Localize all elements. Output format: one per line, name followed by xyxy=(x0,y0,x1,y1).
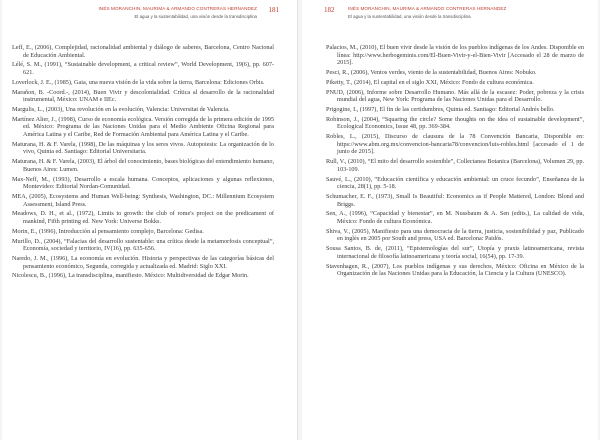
header-text-block xyxy=(99,6,257,19)
reference-entry: Margulis, L., (2003), Una revolución en la evolución, Valencia: Universitat de Valencia. xyxy=(12,106,230,114)
header-title: El agua y la sustentabilidad, una visión desde la transdisciplina xyxy=(134,14,257,19)
header-authors: INÉS MORANCHIN, MAURIMA & ARMANDO CONTRERAS HERNANDEZ xyxy=(98,6,257,11)
page-number: 181 xyxy=(268,6,279,14)
header-authors: INÉS MORANCHIN, MAURIMA & ARMANDO CONTRERAS HERNANDEZ xyxy=(348,6,507,11)
reference-entry: Sousa Santos, B. de, (2011), “Epistemologías del sur”, Utopía y praxis latinoamericana, revista internacional de filosofía latinoamericana y teoría social, 16(54), pp. 17-39. xyxy=(326,245,584,260)
reference-entry: Schumacher, E. F., (1973), Small Is Beautiful: Economics as if People Mattered, London: Blond and Briggs. xyxy=(326,193,584,208)
page-number: 182 xyxy=(324,6,335,14)
reference-entry: PNUD, (2006), Informe sobre Desarrollo Humano. Más allá de la escasez: Poder, pobreza y la crisis mundial del agua, New York: Programa de las Naciones Unidas para el Desarrollo. xyxy=(326,88,584,104)
reference-entry: Maturana, H. & F. Varela, (2003), El árbol del conocimiento, bases biológicas del entendimiento humano, Buenos Aires: Lumen. xyxy=(12,158,274,173)
references-list xyxy=(326,44,584,280)
reference-entry: Meadows, D. H., et al., (1972), Limits to growth: the club of rome's project on the predicament of mankind, Fifth printing ed. New York: Universe Bokks. xyxy=(12,210,274,225)
reference-entry: Palacios, M., (2010), El buen vivir desde la visión de los pueblos indígenas de los Andes. Disponible en línea: http://www.herbogeminis.com/El-Buen-Vivir-y-el-Bien-Vivir [Accesado el 28 de marzo de 2015]. xyxy=(326,44,584,66)
reference-entry: Maraňon, B. -Coord.-, (2014), Buen Vivir y descolonialidad. Crítica al desarrollo de la racionalidad instrumental, México: UNAM e IIEc. xyxy=(12,88,274,104)
reference-entry: Loverlock, J. E., (1985), Gaia, una nueva visión de la vida sobre la tierra, Barcelona: Ediciones Orbis. xyxy=(12,78,265,86)
references-list xyxy=(12,44,274,282)
reference-entry: Naredo, J. M., (1996), La economía en evolución. Historia y perspectivas de las categorías básicas del pensamiento económico, Segunda, corregida y actualizada ed. Madrid: Siglo XXI. xyxy=(12,255,274,270)
reference-entry: Robinson, J., (2004), “Squaring the circle? Some thoughts on the idea of sustainable development”, Ecological Economics, Issue 48, pp. 369-384. xyxy=(326,115,584,131)
reference-entry: Leff, E., (2006), Complejidad, racionalidad ambiental y diálogo de saberes, Barcelona, Centro Nacional de Educación Ambiental. xyxy=(12,44,274,59)
reference-entry: Robles, L., (2015), Discurso de clausura de la 78 Convención Bancaria, Disponible en: https://www.abm.org.mx/convencion-bancaria78/convencion/luis-robles.html [accesado el 1 de junio de 2015]. xyxy=(326,133,584,156)
reference-entry: Max-Neff, M., (1993), Desarrollo a escala humana. Conceptos, aplicaciones y algunas reflexiones, Montevideo: Editorial Nordan-Comunidad. xyxy=(12,175,274,191)
left-page xyxy=(2,0,298,440)
running-header-right xyxy=(302,6,598,32)
running-header-left xyxy=(2,6,297,32)
reference-entry: Martínez Alier, J., (1998), Curso de economía ecológica. Versión corregida de la primera edición de 1995 ed. México: Programa de las Naciones Unidas para el Medio Ambiente Oficina Regional para América Latina y el Caribe, Red de Formación Ambiental para América Latina y el Caribe. xyxy=(12,115,274,138)
reference-entry: Piketty, T., (2014), El capital en el siglo XXI, México: Fondo de cultura económica. xyxy=(326,78,534,86)
reference-entry: Shiva, V., (2005), Manifiesto para una democracia de la tierra, justicia, sostenibilidad y paz, Publicado en inglés en 2005 por South and press, USA ed. Barcelona: Paidós. xyxy=(326,227,584,243)
header-text-block xyxy=(348,6,506,19)
reference-entry: MEA, (2005), Ecosystems and Human Well-being: Synthesis, Washington, DC.: Millennium Ecosystem Assessment, Island Press. xyxy=(12,193,274,208)
reference-entry: Pesci, R., (2006), Ventos verdes, viento de la sustentabilidad, Buenos Aires: Nobuko. xyxy=(326,68,537,76)
reference-entry: Murillo, D., (2004), “Falacias del desarrollo sustentable: una crítica desde la metamorfosis conceptual”, Economía, sociedad y territorio, IV(16), pp. 635-656. xyxy=(12,237,274,253)
header-title: El agua y la sustentabilidad, una visión desde la transdisciplina xyxy=(348,14,471,19)
reference-entry: Sen, A., (1996), “Capacidad y bienestar”, en M. Nussbaum & A. Sen (edits.), La calidad de vida, México: Fondo de cultura Económica. xyxy=(326,210,584,225)
reference-entry: Sauvé, L., (2010), “Educación científica y educación ambiental: un cruce fecundo”, Enseñanza de la ciencia, 28(1), pp. 5-18. xyxy=(326,175,584,191)
reference-entry: Prigogine, I., (1997), El fin de las certidumbres, Quinta ed. Santiago: Editorial Andrés bello. xyxy=(326,106,555,114)
right-page xyxy=(302,0,598,440)
reference-entry: Rull, V., (2010), “El mito del desarrollo sostenible”, Collectanea Botanica (Barcelona), Volumen 29, pp. 103-109. xyxy=(326,158,584,173)
reference-entry: Lélé, S. M., (1991), “Sustainable development, a critical review”, World Development, 19(6), pp. 607-621. xyxy=(12,61,274,76)
reference-entry: Stavenhagen, R., (2007), Los pueblos indígenas y sus derechos, México: Oficina en México de la Organización de las Naciones Unidas para la Educación, la Ciencia y la Cultura (UNESCO). xyxy=(326,262,584,278)
reference-entry: Nicolescu, B., (1996), La transdisciplina, manifiesto. México: Multidiversidad de Edgar Morin. xyxy=(12,272,249,280)
reference-entry: Morin, E., (1996), Introducción al pensamiento complejo, Barcelona: Gedisa. xyxy=(12,227,204,235)
reference-entry: Maturana, H. & F. Varela, (1998), De las máquinas y los seres vivos. Autopoiesis: La organización de lo vivo, Quinta ed. Santiago: Editorial Universitaria. xyxy=(12,140,274,156)
